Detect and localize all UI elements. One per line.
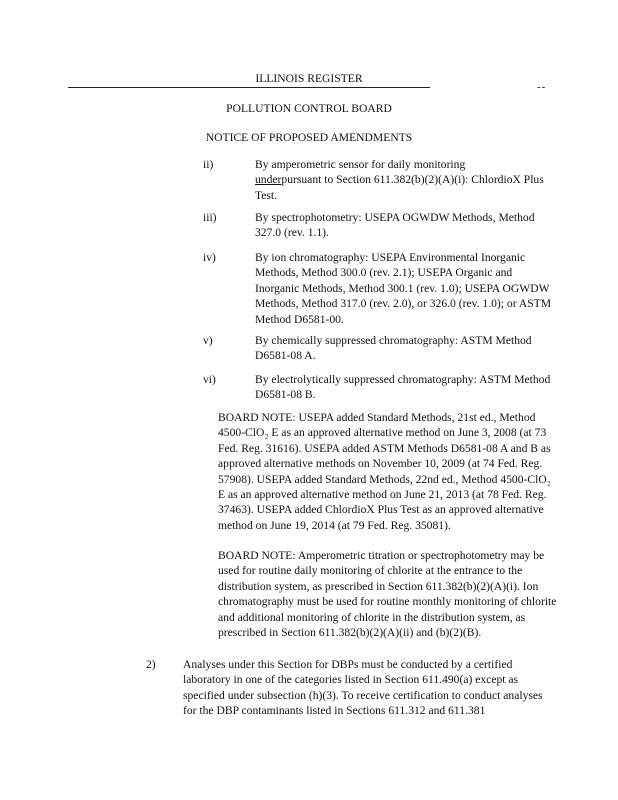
item-text <box>255 157 555 203</box>
item-number: iv) <box>203 251 216 264</box>
header-dash: -- <box>537 81 547 93</box>
item-text: By ion chromatography: USEPA Environmental Inorganic Methods, Method 300.0 (rev. 2.1); USEPA Organic and Inorganic Methods, Method 300.1 (rev. 1.0); USEPA OGWDW Methods, Method 317.0 (rev. 2.0), or 326.0 (rev. 1.0); or ASTM Method D6581-00. <box>255 251 552 326</box>
item-text-b: pursuant to Section 611.382(b)(2)(A)(i): ChlordioX Plus Test. <box>255 173 544 202</box>
item-text: By electrolytically suppressed chromatography: ASTM Method D6581-08 B. <box>255 373 551 402</box>
item-text-a: By amperometric sensor for daily monitoring <box>255 158 466 171</box>
board-title: POLLUTION CONTROL BOARD <box>226 102 392 115</box>
item-text: By spectrophotometry: USEPA OGWDW Methods, Method 327.0 (rev. 1.1). <box>255 211 535 240</box>
board-note: BOARD NOTE: Amperometric titration or spectrophotometry may be used for routine daily monitoring of chlorite at the entrance to the distribution system, as prescribed in Section 611.382(b)(2)(A)(i). Ion chromatography must be used for routine monthly monitoring of chlorite and additional monitoring of chlorite in the distribution system, as prescribed in Section 611.382(b)(2)(A)(ii) and (b)(2)(B). <box>218 549 557 640</box>
struck-word: under <box>255 173 282 187</box>
notice-title: NOTICE OF PROPOSED AMENDMENTS <box>205 131 413 144</box>
item-number: v) <box>203 334 213 347</box>
board-note: BOARD NOTE: USEPA added Standard Methods, 21st ed., Method 4500-ClO₂ E as an approved alternative method on June 3, 2008 (at 73 Fed. Reg. 31616). USEPA added ASTM Methods D6581-08 A and B as approved alternative methods on November 10, 2009 (at 74 Fed. Reg. 57908). USEPA added Standard Methods, 22nd ed., Method 4500-ClO₂ E as an approved alternative method on June 21, 2013 (at 78 Fed. Reg. 37463). USEPA added ChlordioX Plus Test as an approved alternative method on June 19, 2014 (at 79 Fed. Reg. 35081). <box>218 411 551 532</box>
paragraph-number: 2) <box>146 658 156 671</box>
item-number: vi) <box>203 373 216 386</box>
register-title: ILLINOIS REGISTER <box>255 72 363 85</box>
paragraph-text: Analyses under this Section for DBPs must be conducted by a certified laboratory in one of the categories listed in Section 611.490(a) except as specified under subsection (h)(3). To receive certification to conduct analyses for the DBP contaminants listed in Sections 611.312 and 611.381 <box>183 658 543 718</box>
item-number: iii) <box>203 211 217 224</box>
item-text: By chemically suppressed chromatography: ASTM Method D6581-08 A. <box>255 334 532 363</box>
item-number: ii) <box>203 158 214 171</box>
header-rule <box>68 87 430 88</box>
